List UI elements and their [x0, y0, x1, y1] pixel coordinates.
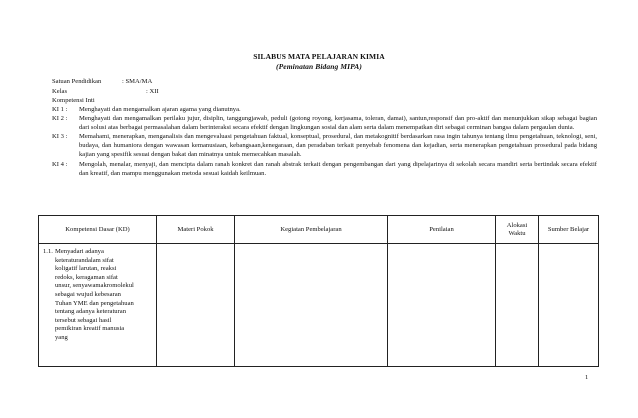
ki-label: KI 3 : — [52, 133, 68, 141]
cell-sumber-belajar — [539, 244, 599, 367]
cell-penilaian — [388, 244, 496, 367]
title-main: SILABUS MATA PELAJARAN KIMIA — [253, 52, 385, 61]
ki-text: Memahami, menerapkan, menganalisis dan mengevaluasi pengetahuan faktual, konseptual, prosedural, dan metakognitif berdasarkan rasa ingin tahunya tentang ilmu pengetahuan, teknologi, seni, budaya, dan humaniora dengan wawasan kemanusiaan, kebangsaan,kenegaraan, dan peradaban terkait penyebab fenomena dan kejadian, serta menerapkan pengetahuan prosedural pada bidang kajian yang spesifik sesuai dengan bakat dan minatnya untuk memecahkan masalah. — [79, 133, 597, 159]
kompetensi-inti-heading: Kompetensi Inti — [52, 97, 95, 104]
document-meta — [52, 77, 159, 106]
ki-item — [52, 114, 597, 132]
header-alokasi-line2: Waktu — [508, 229, 526, 237]
page-title — [0, 52, 638, 72]
header-alokasi-line1: Alokasi — [506, 221, 528, 229]
ki-text: Mengolah, menalar, menyaji, dan mencipta dalam ranah konkret dan ranah abstrak terkait dengan pengembangan dari yang dipelajarinya di sekolah secara mandiri serta bertindak secara efektif dan kreatif, dan mampu menggunakan metoda sesuai kaidah keilmuan. — [79, 160, 597, 177]
kd-text: Menyadari adanya keteraturandalam sifat koligatif larutan, reaksi redoks, keragaman sifat unsur, senyawamakromolekul sebagai wujud kebesaran Tuhan YME dan pengetahuan tentang adanya keteraturan tersebut sebagai hasil pemikiran kreatif manusia yang — [55, 248, 134, 341]
syllabus-table — [38, 215, 599, 367]
header-penilaian: Penilaian — [388, 216, 496, 244]
page-number: 1 — [585, 374, 589, 381]
header-kegiatan-pembelajaran: Kegiatan Pembelajaran — [235, 216, 388, 244]
cell-kegiatan-pembelajaran — [235, 244, 388, 367]
satuan-label: Satuan Pendidikan — [52, 78, 102, 85]
table-header-row — [39, 216, 599, 244]
cell-kompetensi-dasar — [39, 244, 157, 367]
kelas-value: : XII — [146, 87, 159, 95]
header-kompetensi-dasar: Kompetensi Dasar (KD) — [39, 216, 157, 244]
satuan-value: : SMA/MA — [122, 78, 153, 85]
header-materi-pokok: Materi Pokok — [157, 216, 235, 244]
meta-row-kelas — [52, 87, 159, 97]
kelas-label: Kelas — [52, 87, 68, 95]
ki-label: KI 1 : — [52, 106, 68, 113]
header-sumber-belajar: Sumber Belajar — [539, 216, 599, 244]
ki-item — [52, 160, 597, 178]
meta-row-satuan — [52, 77, 153, 87]
cell-materi-pokok — [157, 244, 235, 367]
header-alokasi-waktu — [496, 216, 539, 244]
ki-item — [52, 105, 597, 114]
title-sub: (Peminatan Bidang MIPA) — [276, 62, 362, 71]
table-row — [39, 244, 599, 367]
ki-item — [52, 132, 597, 159]
ki-text: Menghayati dan mengamalkan ajaran agama yang dianutnya. — [79, 106, 241, 113]
ki-label: KI 4 : — [52, 160, 68, 168]
cell-alokasi-waktu — [496, 244, 539, 367]
kompetensi-inti-list — [52, 105, 597, 178]
ki-text: Menghayati dan mengamalkan perilaku jujur, disiplin, tanggungjawab, peduli (gotong royong, kerjasama, toleran, damai), santun,responsif dan pro-aktif dan menunjukkan sikap sebagai bagian dari solusi atas berbagai permasalahan dalam berinteraksi secara efektif dengan lingkungan sosial dan alam serta dalam menempatkan diri sebagai cerminan bangsa dalam pergaulan dunia. — [79, 115, 597, 132]
ki-label: KI 2 : — [52, 115, 68, 123]
kd-number: 1.1. — [43, 248, 53, 255]
